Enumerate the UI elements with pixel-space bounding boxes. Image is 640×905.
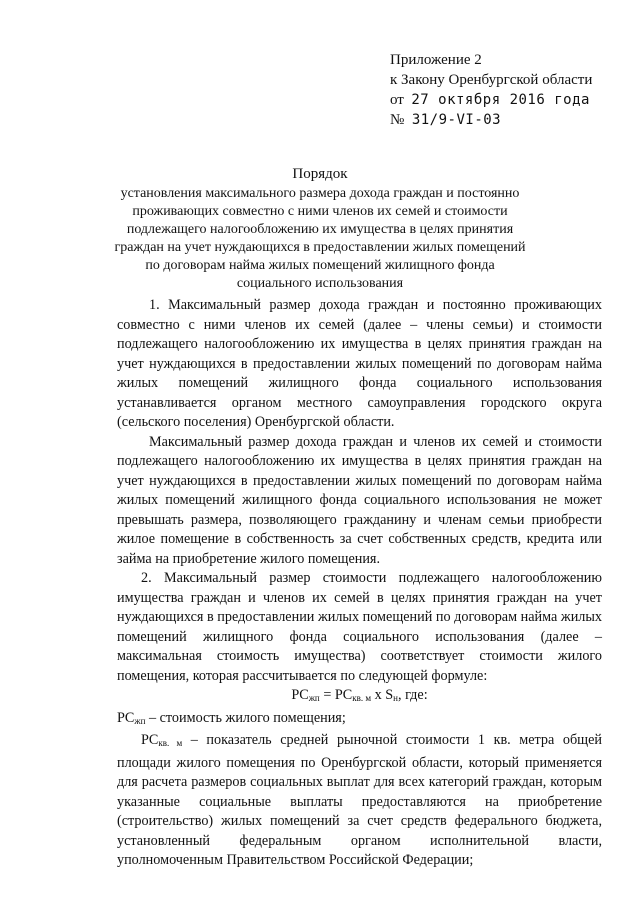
- formula-eq: =: [319, 687, 335, 703]
- document-body: [117, 296, 602, 871]
- appendix-number-prefix: №: [390, 112, 405, 128]
- definition-pc-zhp: [117, 709, 602, 732]
- formula-lhs-sub: жп: [308, 693, 320, 703]
- definition-symbol: PC: [117, 709, 135, 726]
- appendix-date-prefix: от: [390, 92, 404, 108]
- appendix-date: 27 октября 2016 года: [411, 92, 590, 108]
- formula-term1-sub: кв. м: [352, 693, 372, 703]
- definition-text: – показатель средней рыночной стоимости 1 кв. метра общей площади жилого помещения по Оренбургской области, который применяется для расчета размеров социальных выплат для всех категорий граждан, которым указанные социальные выплаты предоставляются на приобретение (строительство) жилых помещений за счет средств федерального бюджета, установленный федеральным органом исполнительной власти, уполномоченным Правительством Российской Федерации;: [117, 732, 602, 868]
- definition-symbol: PC: [141, 732, 159, 748]
- paragraph-3: 2. Максимальный размер стоимости подлежащего налогообложению имущества граждан и членов их семей в целях принятия граждан на учет нуждающихся в предоставлении жилых помещений по договорам найма жилых помещений жилищного фонда социального использования (далее – максимальная стоимость имущества) соответствует стоимости жилого помещения, которая рассчитывается по следующей формуле:: [117, 570, 602, 684]
- definition-symbol-sub: кв. м: [158, 738, 183, 748]
- appendix-header: [390, 50, 592, 130]
- definition-pc-kvm: [117, 731, 602, 871]
- formula-term2: S: [385, 687, 394, 703]
- formula-lhs: PC: [291, 687, 309, 703]
- formula: [117, 686, 602, 709]
- formula-tail: , где:: [397, 687, 428, 703]
- appendix-number-line: [390, 110, 592, 130]
- paragraph-2: Максимальный размер дохода граждан и членов их семей и стоимости подлежащего налогообложению их имущества в целях принятия граждан на учет нуждающихся в предоставлении жилых помещений по договорам найма жилых помещений жилищного фонда социального использования не может превышать размера, позволяющего гражданину и членам семьи приобрести жилое помещение в собственность за счет собственных средств, кредита или займа на приобретение жилого помещения.: [117, 433, 602, 567]
- formula-term2-sub: н: [393, 693, 398, 703]
- paragraph-1: 1. Максимальный размер дохода граждан и постоянно проживающих совместно с ними членов их семей (далее – члены семьи) и стоимости подлежащего налогообложению их имущества в целях принятия граждан на учет нуждающихся в предоставлении жилых помещений по договорам найма жилых помещений жилищного фонда социального использования устанавливается органом местного самоуправления городского округа (сельского поселения) Оренбургской области.: [117, 297, 602, 430]
- document-title: [110, 165, 530, 293]
- definition-text: – стоимость жилого помещения;: [145, 709, 346, 726]
- formula-times: x: [371, 687, 386, 703]
- appendix-title: Приложение 2: [390, 52, 482, 68]
- formula-term1: PC: [334, 687, 353, 703]
- definition-symbol-sub: жп: [134, 715, 146, 726]
- appendix-law-reference: к Закону Оренбургской области: [390, 72, 593, 88]
- title-heading: Порядок: [292, 166, 348, 182]
- appendix-date-line: [390, 90, 592, 110]
- title-subtitle: установления максимального размера дохода граждан и постоянно проживающих совместно с ними членов их семей и стоимости подлежащего налогообложению их имущества в целях принятия граждан на учет нуждающихся в предоставлении жилых помещений по договорам найма жилых помещений жилищного фонда социального использования: [114, 186, 526, 291]
- appendix-number: 31/9-VI-03: [411, 112, 502, 128]
